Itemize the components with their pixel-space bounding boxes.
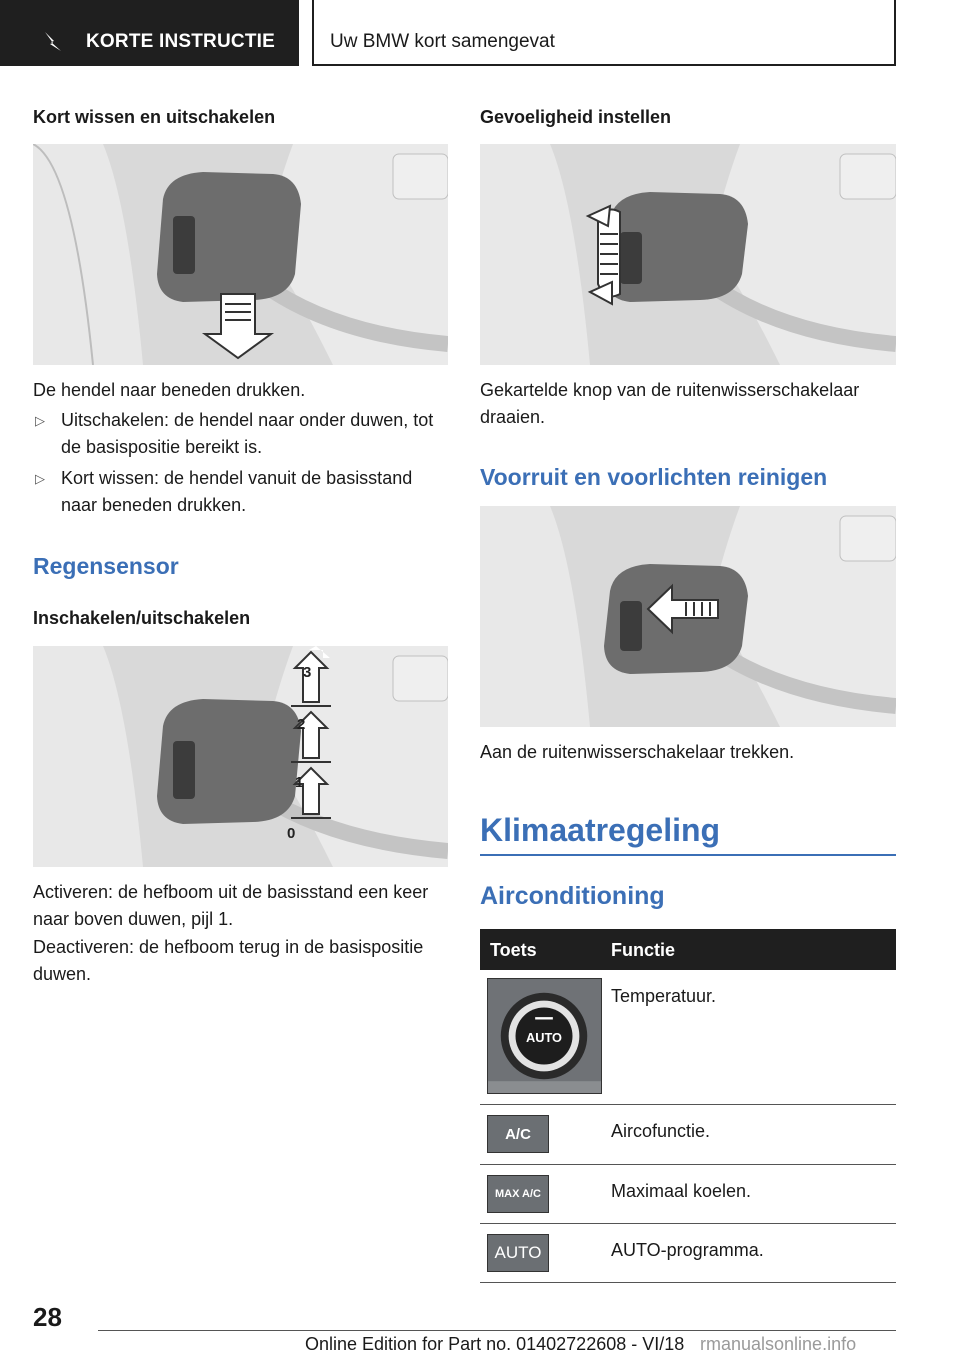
controls-table bbox=[480, 929, 896, 1283]
watermark-text: rmanualsonline.info bbox=[700, 1334, 857, 1354]
bullet-text: Kort wissen: de hendel vanuit de basisstand naar beneden drukken. bbox=[61, 468, 413, 515]
table-row bbox=[480, 1165, 896, 1224]
heading-clean-windscreen: Voorruit en voorlichten reinigen bbox=[480, 464, 828, 490]
table-row bbox=[480, 1224, 896, 1283]
table-header bbox=[480, 929, 896, 970]
function-text: Temperatuur. bbox=[611, 986, 717, 1006]
bullet-short-wipe bbox=[33, 465, 448, 519]
heading-short-wipe: Kort wissen en uitschakelen bbox=[33, 107, 276, 127]
lightning-icon bbox=[42, 30, 64, 52]
position-label-0: 0 bbox=[287, 825, 296, 842]
auto-program-label: AUTO bbox=[494, 1243, 542, 1262]
temperature-knob-icon bbox=[487, 978, 602, 1094]
heading-on-off: Inschakelen/uitschakelen bbox=[33, 608, 251, 628]
heading-sensitivity: Gevoeligheid instellen bbox=[480, 107, 672, 127]
ac-label: A/C bbox=[505, 1125, 531, 1143]
max-ac-button-icon bbox=[487, 1175, 549, 1213]
text-press-down: De hendel naar beneden drukken. bbox=[33, 380, 306, 400]
auto-button-icon bbox=[487, 1234, 549, 1272]
auto-label: AUTO bbox=[526, 1029, 562, 1045]
column-header-button: Toets bbox=[490, 940, 537, 960]
triangle-bullet-icon: ▷ bbox=[35, 471, 45, 486]
chapter-label: Uw BMW kort samengevat bbox=[330, 31, 555, 52]
figure-lever-positions bbox=[33, 646, 448, 867]
figure-knurled-knob bbox=[480, 144, 896, 365]
position-label-1: 1 bbox=[295, 774, 304, 791]
text-deactivate: Deactiveren: de hefboom terug in de basispositie duwen. bbox=[33, 937, 424, 984]
page-header bbox=[0, 0, 960, 66]
position-label-3: 3 bbox=[303, 664, 312, 681]
position-label-2: 2 bbox=[297, 716, 306, 733]
text-turn-knob: Gekartelde knop van de ruitenwisserschakelaar draaien. bbox=[480, 380, 860, 427]
chapter-title: Klimaatregeling bbox=[480, 812, 721, 848]
page-number: 28 bbox=[33, 1302, 62, 1332]
section-tab bbox=[0, 0, 299, 66]
heading-rain-sensor: Regensensor bbox=[33, 553, 179, 579]
footer-divider bbox=[98, 1330, 896, 1331]
function-text: Aircofunctie. bbox=[611, 1121, 711, 1141]
max-ac-label: MAX A/C bbox=[494, 1188, 542, 1200]
bullet-text: Uitschakelen: de hendel naar onder duwen, tot de basispositie bereikt is. bbox=[61, 410, 434, 457]
chapter-divider bbox=[480, 854, 896, 856]
function-text: AUTO-programma. bbox=[611, 1240, 764, 1260]
triangle-bullet-icon: ▷ bbox=[35, 413, 45, 428]
figure-pull-lever bbox=[480, 506, 896, 727]
ac-button-icon bbox=[487, 1115, 549, 1153]
figure-lever-down bbox=[33, 144, 448, 365]
text-activate: Activeren: de hefboom uit de basisstand een keer naar boven duwen, pijl 1. bbox=[33, 882, 429, 929]
text-pull-lever: Aan de ruitenwisserschakelaar trekken. bbox=[480, 742, 795, 762]
table-row bbox=[480, 1105, 896, 1165]
edition-text: Online Edition for Part no. 01402722608 - VI/18 bbox=[305, 1334, 685, 1354]
section-label: KORTE INSTRUCTIE bbox=[86, 31, 275, 52]
function-text: Maximaal koelen. bbox=[611, 1181, 752, 1201]
table-row bbox=[480, 970, 896, 1105]
heading-airconditioning: Airconditioning bbox=[480, 882, 665, 910]
chapter-tab bbox=[312, 0, 896, 66]
column-header-function: Functie bbox=[611, 940, 676, 960]
bullet-switch-off bbox=[33, 407, 448, 461]
